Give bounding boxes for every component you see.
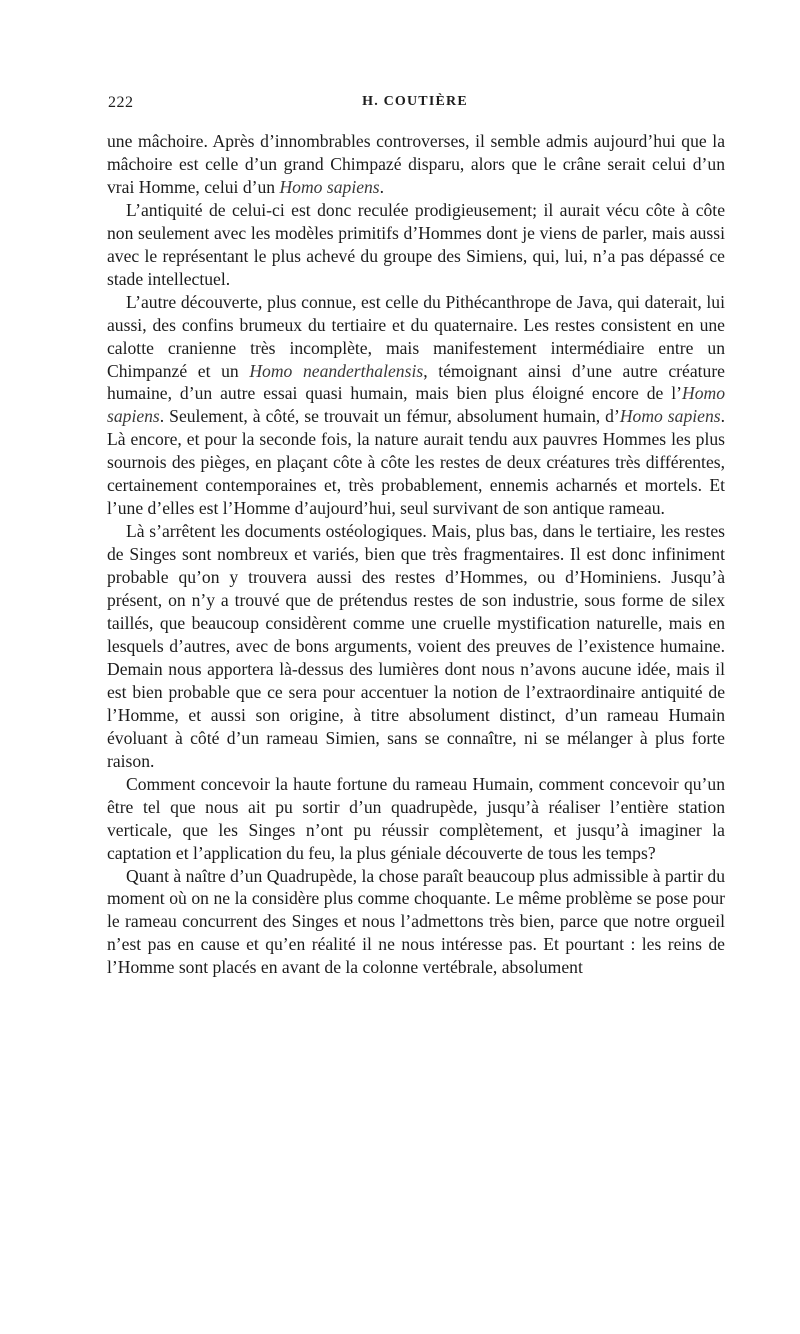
italic-term: Homo sapiens [279, 176, 380, 197]
paragraph [107, 291, 725, 521]
paragraph [107, 520, 725, 772]
running-header [108, 94, 722, 118]
paragraph [107, 199, 725, 291]
text-run: . Là encore, et pour la seconde fois, la nature aurait tendu aux pauvres Hommes les plus sournois des pièges, en plaçant côte à côte les restes de deux créatures très différentes, certainement contemporaines et, très probablement, ennemis acharnés et mortels. Et l’une d’elles est l’Homme d’aujourd’hui, seul survivant de son antique rameau. [107, 406, 725, 519]
body-text [107, 130, 725, 979]
running-title: H. COUTIÈRE [362, 94, 468, 109]
page-number: 222 [108, 94, 134, 111]
text-run: Là s’arrêtent les documents ostéologiques. Mais, plus bas, dans le tertiaire, les restes de Singes sont nombreux et variés, bien que très fragmentaires. Il est donc infiniment probable qu’on y trouvera aussi des restes d’Hommes, ou d’Hominiens. Jusqu’à présent, on n’y a trouvé que de prétendus restes de son industrie, sous forme de silex taillés, que beaucoup considèrent comme une cruelle mystification naturelle, mais en lesquels d’autres, avec de bons arguments, voient des preuves de l’existence humaine. Demain nous apportera là-dessus des lumières dont nous n’avons aucune idée, mais il est bien probable que ce sera pour accentuer la notion de l’extraordinaire antiquité de l’Homme, et aussi son origine, à titre absolument distinct, d’un rameau Humain évoluant à côté d’un rameau Simien, sans se connaître, ni se mélanger à plus forte raison. [107, 521, 725, 771]
italic-term: Homo neanderthalensis [249, 360, 424, 381]
paragraph [107, 773, 725, 865]
text-run: une mâchoire. Après d’innombrables controverses, il semble admis aujourd’hui que la mâchoire est celle d’un grand Chimpazé disparu, alors que le crâne serait celui d’un vrai Homme, celui d’un [107, 131, 725, 197]
text-run: Comment concevoir la haute fortune du rameau Humain, comment concevoir qu’un être tel que nous ait pu sortir d’un quadrupède, jusqu’à réaliser l’entière station verticale, que les Singes n’ont pu réussir complètement, et jusqu’à imaginer la captation et l’application du feu, la plus géniale découverte de tous les temps? [107, 773, 725, 863]
italic-term: Homo sapiens [619, 406, 721, 427]
text-run: L’antiquité de celui-ci est donc reculée prodigieusement; il aurait vécu côte à côte non seulement avec les modèles primitifs d’Hommes dont je viens de parler, mais aussi avec le représentant le plus achevé du groupe des Simiens, qui, lui, n’a pas dépassé ce stade intellectuel. [107, 199, 725, 289]
paragraph [107, 130, 725, 199]
text-run: , témoignant ainsi d’une autre créature humaine, d’un autre essai quasi humain, mais bien plus éloigné encore de l’ [107, 360, 725, 404]
paragraph [107, 865, 725, 980]
text-run: . [379, 176, 385, 197]
text-run: L’autre découverte, plus connue, est celle du Pithécanthrope de Java, qui daterait, lui aussi, des confins brumeux du tertiaire et du quaternaire. Les restes consistent en une calotte cranienne très incomplète, mais manifestement intermédiaire entre un Chimpanzé et un [107, 291, 725, 381]
italic-term: Homo sapiens [107, 383, 725, 427]
text-run: . Seulement, à côté, se trouvait un fémur, absolument humain, d’ [159, 406, 620, 427]
text-run: Quant à naître d’un Quadrupède, la chose paraît beaucoup plus admissible à partir du moment où on ne la considère plus comme choquante. Le même problème se pose pour le rameau concurrent des Singes et nous l’admettons très bien, parce que notre orgueil n’est pas en cause et qu’en réalité il ne nous intéresse pas. Et pourtant : les reins de l’Homme sont placés en avant de la colonne vertébrale, absolument [107, 865, 725, 978]
